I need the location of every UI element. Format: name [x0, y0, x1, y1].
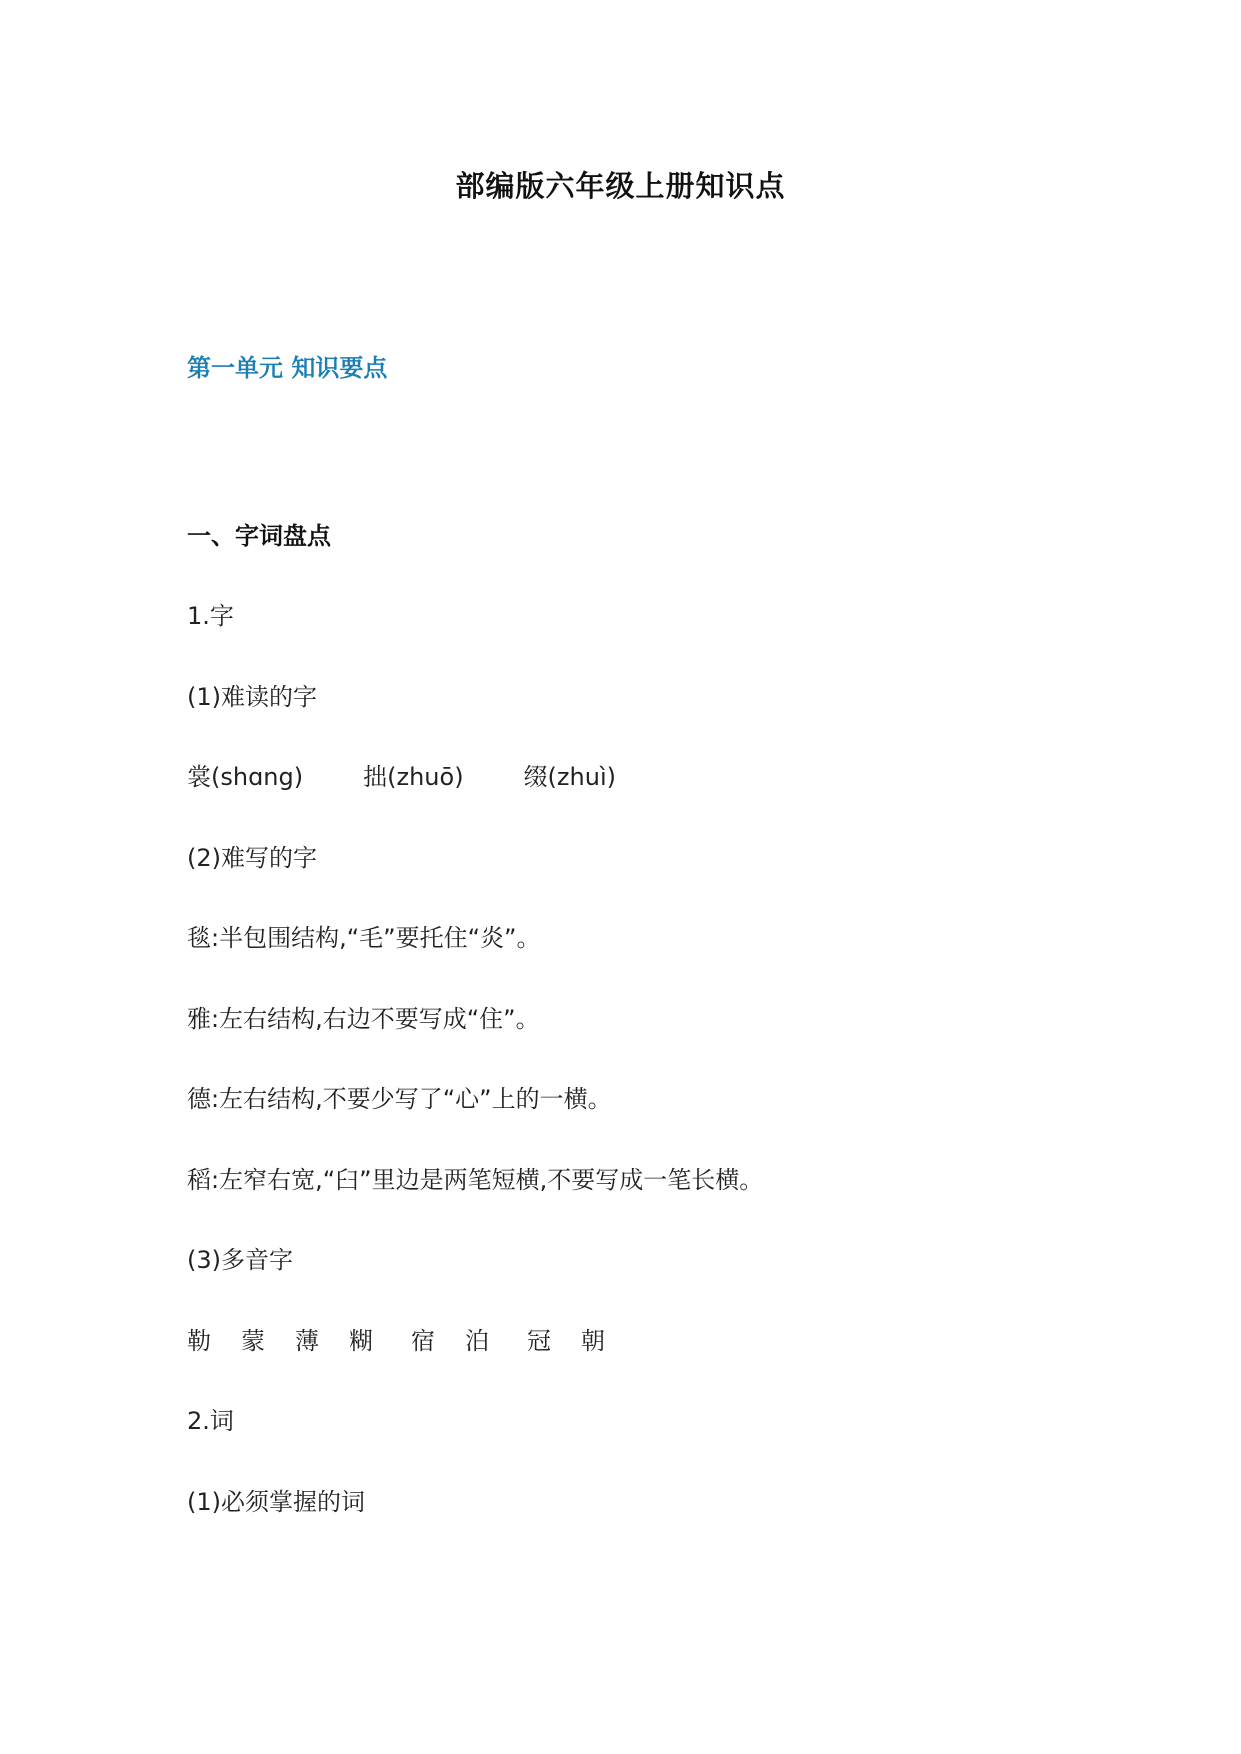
polyphone-char: 蒙 [241, 1327, 265, 1355]
polyphone-char: 勒 [187, 1327, 211, 1355]
hard-write-line: 雅:左右结构,右边不要写成“住”。 [187, 1005, 540, 1033]
polyphone-char: 糊 [349, 1327, 373, 1355]
section-heading: 一、字词盘点 [187, 522, 331, 550]
hard-read-label: (1)难读的字 [187, 683, 317, 711]
pinyin-item: 拙(zhuō) [363, 763, 464, 791]
word-label: 2.词 [187, 1407, 234, 1435]
polyphone-char: 泊 [465, 1327, 489, 1355]
pinyin-item: 缀(zhuì) [523, 763, 616, 791]
document-title: 部编版六年级上册知识点 [455, 169, 786, 203]
hard-write-line: 德:左右结构,不要少写了“心”上的一横。 [187, 1085, 612, 1113]
must-master-label: (1)必须掌握的词 [187, 1488, 365, 1516]
char-label: 1.字 [187, 602, 234, 630]
polyphone-char: 冠 [527, 1327, 551, 1355]
polyphone-items [187, 1321, 635, 1356]
unit-heading: 第一单元 知识要点 [187, 354, 388, 382]
pinyin-item: 裳(shɑng) [187, 763, 304, 791]
hard-read-items [187, 757, 676, 792]
polyphone-label: (3)多音字 [187, 1246, 293, 1274]
hard-write-line: 稻:左窄右宽,“臼”里边是两笔短横,不要写成一笔长横。 [187, 1166, 764, 1194]
polyphone-char: 朝 [581, 1327, 605, 1355]
polyphone-char: 宿 [411, 1327, 435, 1355]
polyphone-char: 薄 [295, 1327, 319, 1355]
hard-write-label: (2)难写的字 [187, 844, 317, 872]
hard-write-line: 毯:半包围结构,“毛”要托住“炎”。 [187, 924, 541, 952]
